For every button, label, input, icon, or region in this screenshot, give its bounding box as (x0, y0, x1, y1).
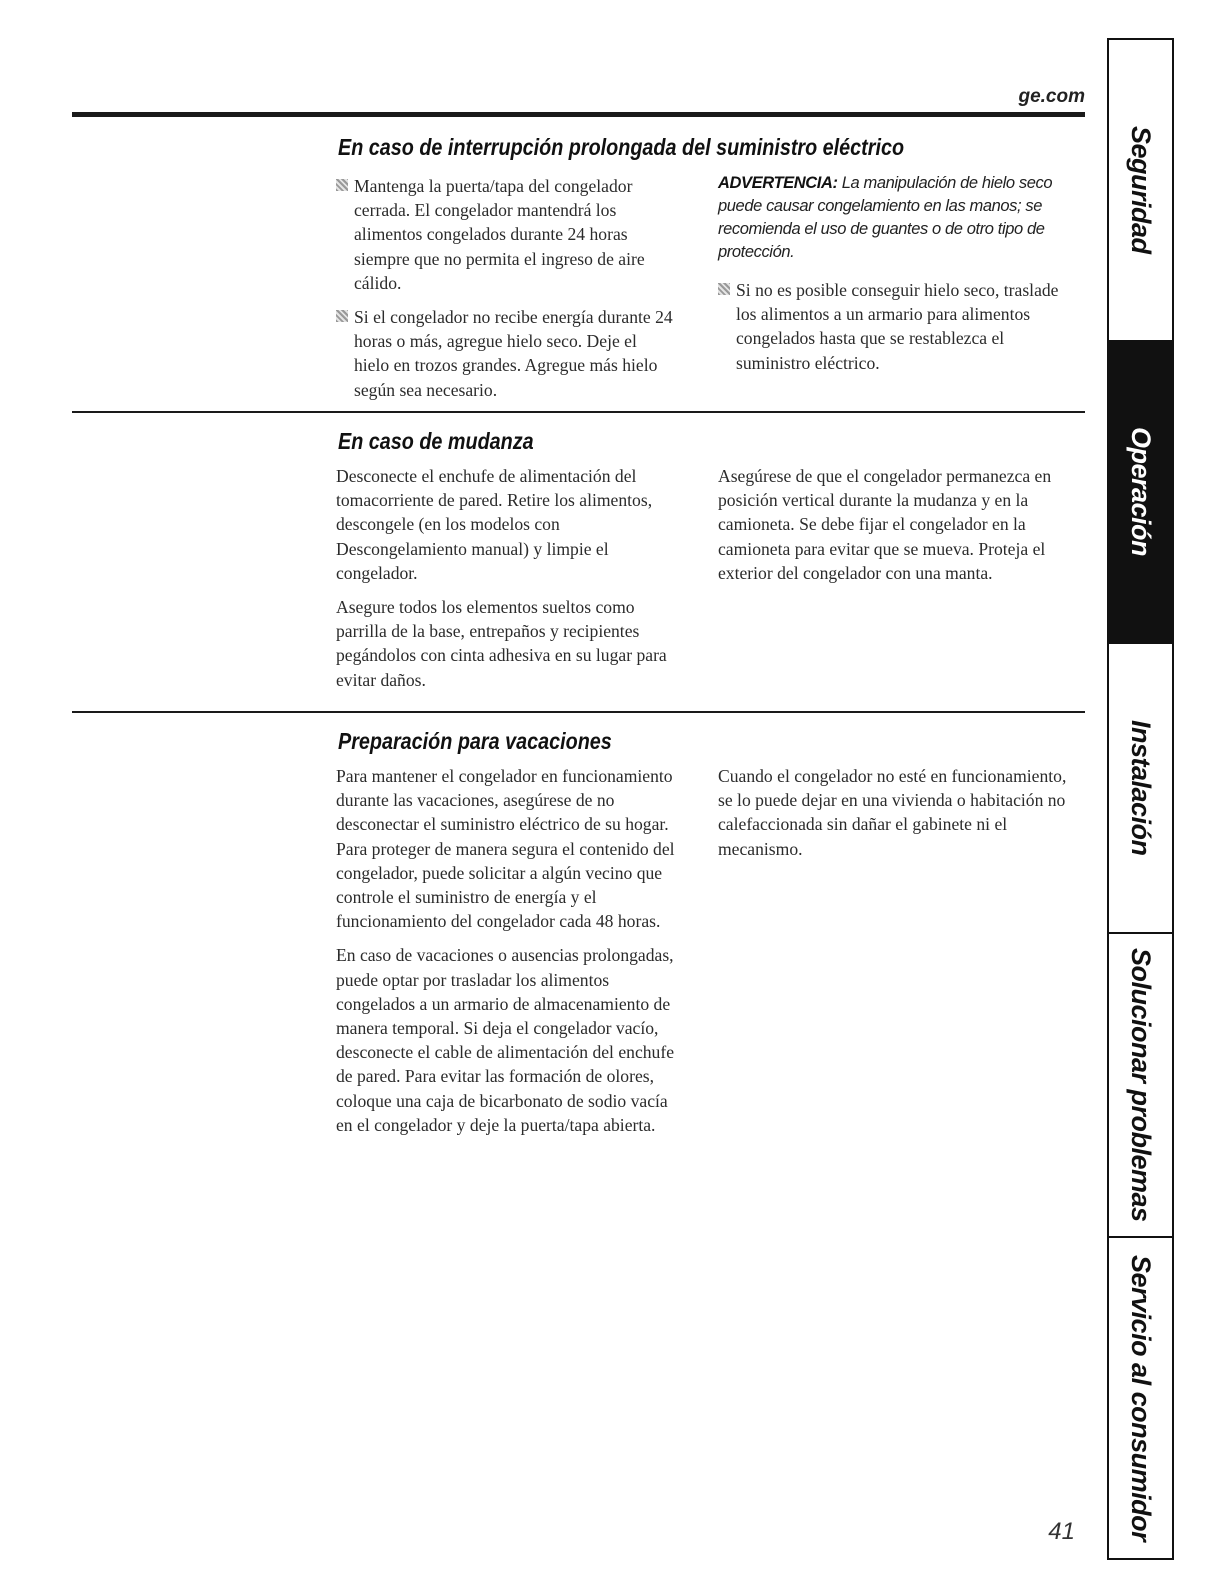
paragraph: Para mantener el congelador en funcionamiento durante las vacaciones, asegúrese de no desconectar el suministro eléctrico de su hogar. Para proteger de manera segura el contenido del congelador, puede solicitar a algún vecino que controle el suministro de energía y el funcionamiento del congelador cada 48 horas. (336, 766, 675, 932)
paragraph: En caso de vacaciones o ausencias prolongadas, puede optar por trasladar los alimentos congelados a un armario de almacenamiento de manera temporal. Si deja el congelador vacío, desconecte el cable de alimentación del enchufe de pared. Para evitar las formación de olores, coloque una caja de bicarbonato de sodio vacía en el congelador y deje la puerta/tapa abierta. (336, 945, 675, 1135)
page-number: 41 (1048, 1518, 1075, 1545)
section-divider (72, 711, 1085, 713)
bullet-icon (336, 310, 348, 322)
tab-instalacion[interactable]: Instalación (1109, 644, 1172, 934)
tab-servicio-al-consumidor[interactable]: Servicio al consumidor (1126, 1254, 1156, 1542)
paragraph: Desconecte el enchufe de alimentación del tomacorriente de pared. Retire los alimentos, descongele (en los modelos con Descongelamiento manual) y limpie el congelador. (336, 466, 653, 583)
moving-right-column (718, 464, 1066, 595)
moving-left-column (336, 464, 686, 702)
bullet-icon (718, 283, 730, 295)
list-item: Mantenga la puerta/tapa del congelador cerrada. El congelador mantendrá los alimentos congelados durante 24 horas siempre que no permita el ingreso de aire cálido. (336, 174, 676, 295)
warning-text: La manipulación de hielo seco puede causar congelamiento en las manos; se recomienda el uso de guantes o de otro tipo de protección. (718, 174, 1053, 261)
header-rule (72, 112, 1085, 117)
power-right-column (718, 172, 1060, 385)
section-title-moving: En caso de mudanza (338, 428, 534, 454)
list-item: Si el congelador no recibe energía durante 24 horas o más, agregue hielo seco. Deje el hielo en trozos grandes. Agregue más hielo según sea necesario. (336, 305, 676, 402)
tab-seguridad[interactable]: Seguridad (1109, 40, 1172, 342)
vacation-right-column (718, 764, 1068, 871)
warning-note (718, 172, 1060, 264)
power-left-column (336, 174, 676, 412)
vacation-left-column (336, 764, 688, 1147)
side-tab-navigation (1107, 38, 1174, 1560)
section-divider (72, 411, 1085, 413)
paragraph: Asegúrese de que el congelador permanezca en posición vertical durante la mudanza y en la camioneta. Se debe fijar el congelador en la camioneta para evitar que se mueva. Proteja el exterior del congelador con una manta. (718, 466, 1052, 583)
bullet-icon (336, 179, 348, 191)
section-title-vacation: Preparación para vacaciones (338, 728, 612, 754)
site-url: ge.com (1018, 86, 1085, 107)
paragraph: Asegure todos los elementos sueltos como parrilla de la base, entrepaños y recipientes pegándolos con cinta adhesiva en su lugar para evitar daños. (336, 597, 667, 690)
tab-operacion[interactable]: Operación (1109, 342, 1172, 644)
list-item: Si no es posible conseguir hielo seco, traslade los alimentos a un armario para alimentos congelados hasta que se restablezca el suministro eléctrico. (718, 278, 1060, 375)
tab-solucionar-problemas[interactable]: Solucionar problemas (1109, 934, 1172, 1238)
paragraph: Cuando el congelador no esté en funcionamiento, se lo puede dejar en una vivienda o habitación no calefaccionada sin dañar el gabinete ni el mecanismo. (718, 766, 1067, 859)
section-title-power-outage: En caso de interrupción prolongada del suministro eléctrico (338, 134, 905, 160)
warning-label: ADVERTENCIA: (718, 174, 838, 192)
